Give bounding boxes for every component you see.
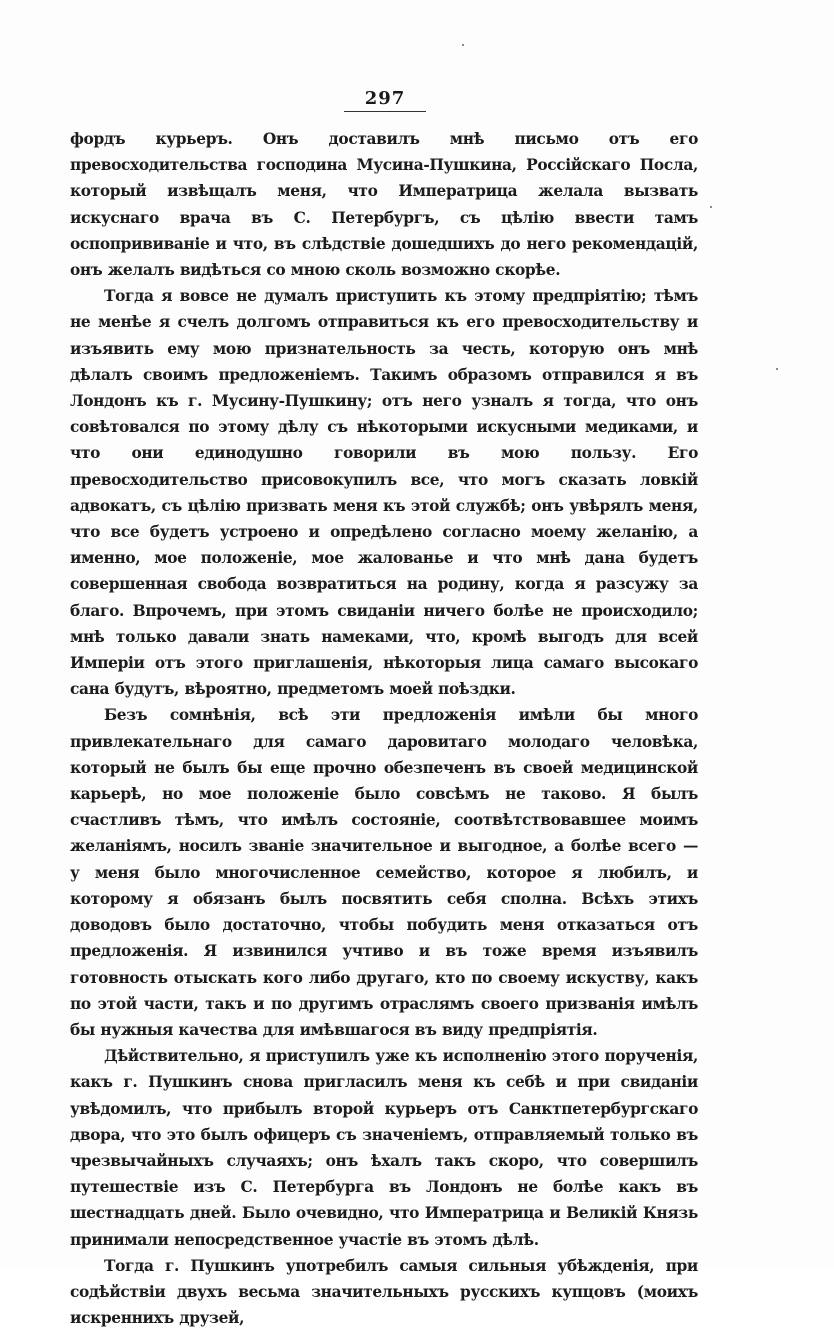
paragraph-1: фордъ курьеръ. Онъ доставилъ мнѣ письмо отъ его превосходительства господина Мусина-Пушкина, Россійскаго Посла, который извѣщалъ меня, что Императрица желала вызвать искуснаго врача въ С. Петербургъ, съ цѣлію ввести тамъ оспопрививаніе и что, въ слѣдствіе дошедшихъ до него рекомендацій, онъ желалъ видѣться со мною сколь возможно скорѣе. xyxy=(70,130,698,280)
scan-speck xyxy=(776,368,778,370)
paragraph-5: Тогда г. Пушкинъ употребилъ самыя сильныя убѣжденія, при содѣйствіи двухъ весьма значительныхъ русскихъ купцовъ (моихъ искреннихъ друзей, xyxy=(70,1256,698,1328)
paragraph-3: Безъ сомнѣнія, всѣ эти предложенія имѣли бы много привлекательнаго для самаго даровитаго молодаго человѣка, который не былъ бы еще прочно обезпеченъ въ своей медицинской карьерѣ, но мое положеніе было совсѣмъ не таково. Я былъ счастливъ тѣмъ, что имѣлъ состояніе, соотвѣтствовавшее моимъ желаніямъ, носилъ званіе значительное и выгодное, а болѣе всего — у меня было многочисленное семейство, которое я любилъ, и которому я обязанъ былъ посвятить себя сполна. Всѣхъ этихъ доводовъ было достаточно, чтобы побудить меня отказаться отъ предложенія. Я извинился учтиво и въ тоже время изъявилъ готовность отыскать кого либо другаго, кто по своему искуству, какъ по этой части, такъ и по другимъ отраслямъ своего призванія имѣлъ бы нужныя качества для имѣвшагося въ виду предпріятія. xyxy=(70,706,698,1039)
scan-speck xyxy=(710,206,712,208)
page-number: 297 xyxy=(0,88,770,112)
page-text xyxy=(70,126,698,1331)
paragraph-4: Дѣйствительно, я приступилъ уже къ исполненію этого порученія, какъ г. Пушкинъ снова пригласилъ меня къ себѣ и при свиданіи увѣдомилъ, что прибылъ второй курьеръ отъ Санктпетербургскаго двора, что это былъ офицеръ съ значеніемъ, отправляемый только въ чрезвычайныхъ случаяхъ; онъ ѣхалъ такъ скоро, что совершилъ путешествіе изъ С. Петербурга въ Лондонъ не болѣе какъ въ шестнадцать дней. Было очевидно, что Императрица и Великій Князь принимали непосредственное участіе въ этомъ дѣлѣ. xyxy=(70,1047,698,1249)
paragraph-2: Тогда я вовсе не думалъ приступить къ этому предпріятію; тѣмъ не менѣе я счелъ долгомъ отправиться къ его превосходительству и изъявить ему мою признательность за честь, которую онъ мнѣ дѣлалъ своимъ предложеніемъ. Такимъ образомъ отправился я въ Лондонъ къ г. Мусину-Пушкину; отъ него узналъ я тогда, что онъ совѣтовался по этому дѣлу съ нѣкоторыми искусными медиками, и что они единодушно говорили въ мою пользу. Его превосходительство присовокупилъ все, что могъ сказать ловкій адвокатъ, съ цѣлію призвать меня къ этой службѣ; онъ увѣрялъ меня, что все будетъ устроено и опредѣлено согласно моему желанію, а именно, мое положеніе, мое жалованье и что мнѣ дана будетъ совершенная свобода возвратиться на родину, когда я разсужу за благо. Впрочемъ, при этомъ свиданіи ничего болѣе не происходило; мнѣ только давали знать намеками, что, кромѣ выгодъ для всей Имперіи отъ этого приглашенія, нѣкоторыя лица самаго высокаго сана будутъ, вѣроятно, предметомъ моей поѣздки. xyxy=(70,287,698,699)
scan-speck xyxy=(462,44,464,46)
